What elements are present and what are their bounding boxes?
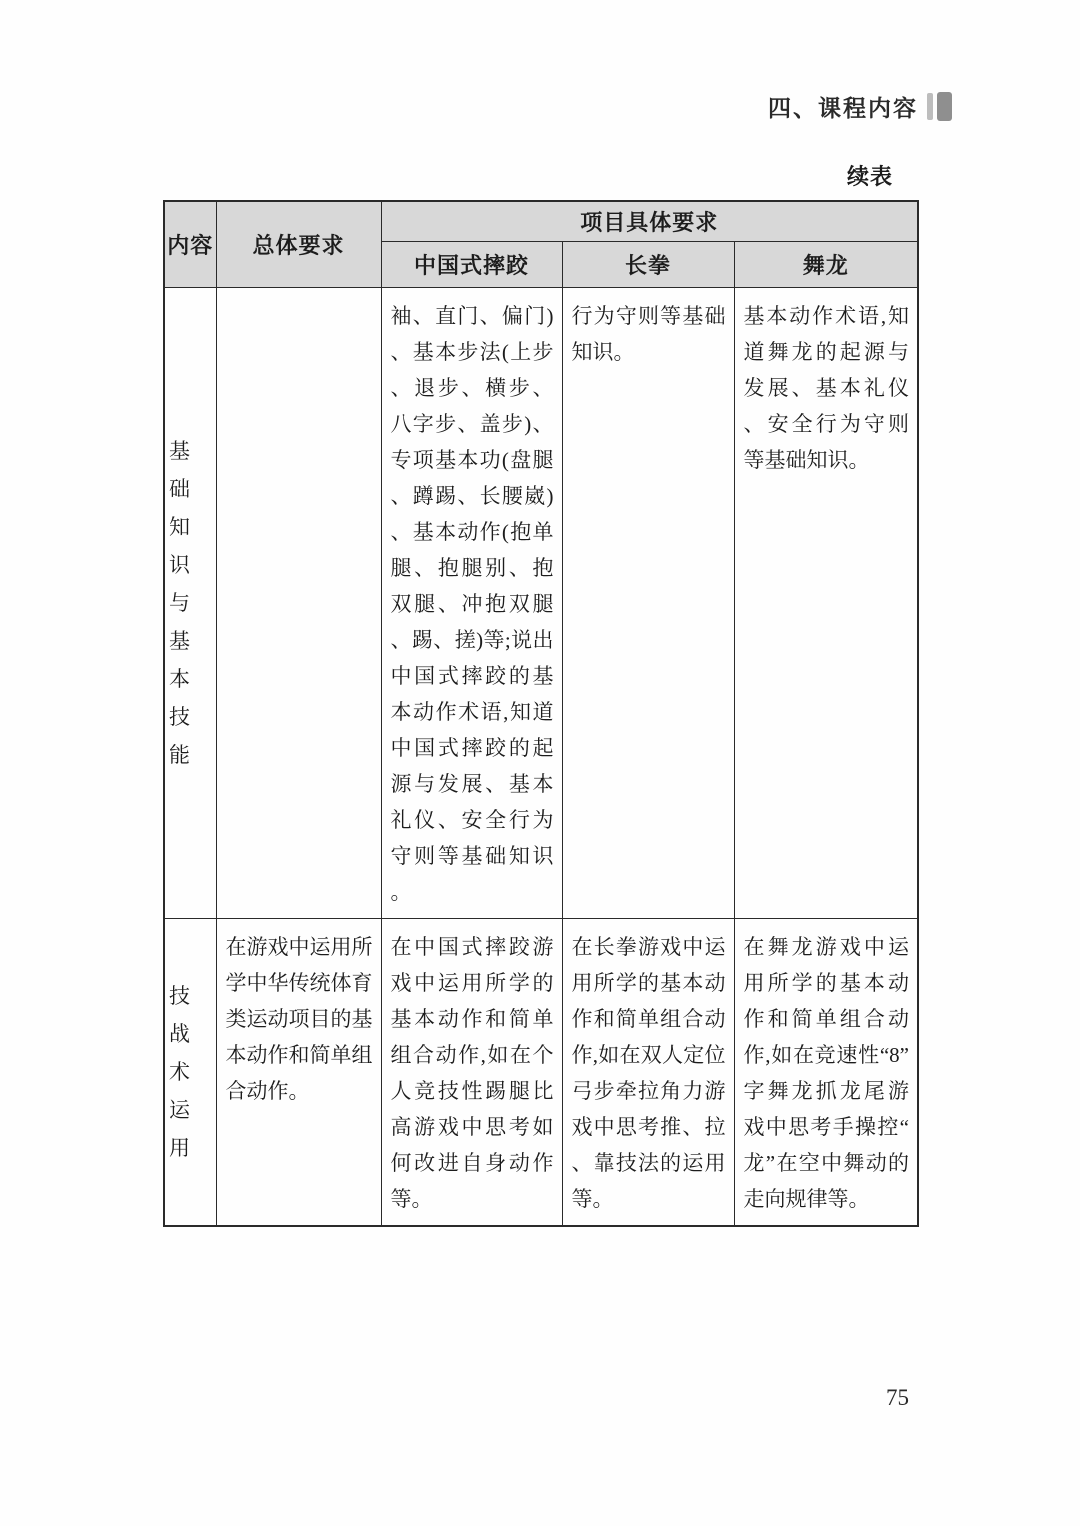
cell-wrestling-row2: 在中国式摔跤游戏中运用所学的基本动作和简单组合动作,如在个人竞技性踢腿比高游戏中思考如何改进自身动作等。 [381,918,562,1226]
cell-overall-row2: 在游戏中运用所学中华传统体育类运动项目的基本动作和简单组合动作。 [216,918,381,1226]
col-header-overall: 总体要求 [216,201,381,287]
marker-bar-thick [937,92,952,121]
table-row-basic-knowledge [164,287,918,918]
col-header-dragon-dance: 舞龙 [734,241,918,287]
cell-changquan-row1: 行为守则等基础知识。 [562,287,734,918]
col-header-changquan: 长拳 [562,241,734,287]
cell-dragon-dance-row2: 在舞龙游戏中运用所学的基本动作和简单组合动作,如在竞速性“8”字舞龙抓龙尾游戏中思考手操控“龙”在空中舞动的走向规律等。 [734,918,918,1226]
table-row-tactics [164,918,918,1226]
continued-table-label: 续表 [846,164,893,189]
table-header [164,201,918,287]
running-header [768,90,952,123]
col-header-specific: 项目具体要求 [381,201,918,241]
chapter-marker-icon [927,93,952,121]
col-header-wrestling: 中国式摔跤 [381,241,562,287]
marker-bar-thin [927,93,933,120]
course-content-table [163,200,919,1227]
row-label-basic-knowledge: 基础知识与基本技能 [164,287,216,918]
cell-overall-row1 [216,287,381,918]
table-body [164,287,918,1226]
cell-wrestling-row1: 袖、直门、偏门)、基本步法(上步、退步、横步、八字步、盖步)、专项基本功(盘腿、蹲踢、长腰崴)、基本动作(抱单腿、抱腿别、抱双腿、冲抱双腿、踢、搓)等;说出中国式摔跤的基本动作术语,知道中国式摔跤的起源与发展、基本礼仪、安全行为守则等基础知识。 [381,287,562,918]
cell-changquan-row2: 在长拳游戏中运用所学的基本动作和简单组合动作,如在双人定位弓步牵拉角力游戏中思考推、拉、靠技法的运用等。 [562,918,734,1226]
chapter-title: 四、课程内容 [768,95,918,121]
col-header-content: 内容 [164,201,216,287]
page-number: 75 [886,1385,909,1410]
cell-dragon-dance-row1: 基本动作术语,知道舞龙的起源与发展、基本礼仪、安全行为守则等基础知识。 [734,287,918,918]
row-label-tactics: 技战术运用 [164,918,216,1226]
